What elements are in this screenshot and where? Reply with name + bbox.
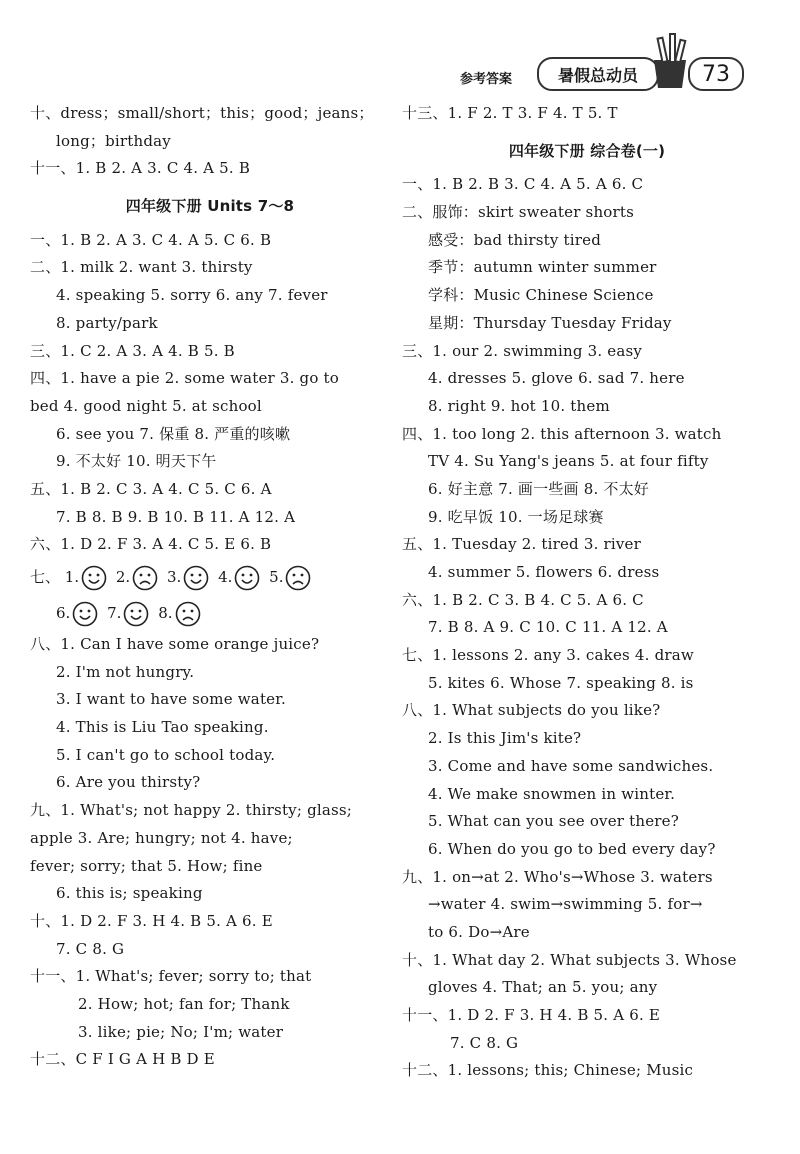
- happy-face-icon: [72, 601, 98, 627]
- sad-face-icon: [132, 565, 158, 591]
- answer-line: 十一、1. What's; fever; sorry to; that: [30, 967, 312, 986]
- answer-line: 9. 不太好 10. 明天下午: [56, 452, 217, 471]
- sad-face-icon: [175, 601, 201, 627]
- page-header: [0, 0, 800, 100]
- answer-line: 八、1. What subjects do you like?: [402, 701, 661, 720]
- answer-line: 十二、1. lessons; this; Chinese; Music: [402, 1061, 694, 1080]
- answer-line: 4. summer 5. flowers 6. dress: [428, 563, 660, 581]
- answer-line: 六、1. D 2. F 3. A 4. C 5. E 6. B: [30, 535, 272, 554]
- answer-line: 七、1. lessons 2. any 3. cakes 4. draw: [402, 646, 694, 665]
- answer-line: 4. speaking 5. sorry 6. any 7. fever: [56, 286, 328, 305]
- answer-line: 4. dresses 5. glove 6. sad 7. here: [428, 369, 685, 388]
- answer-line: 5. kites 6. Whose 7. speaking 8. is: [428, 673, 694, 692]
- answer-line: 6. Are you thirsty?: [56, 773, 201, 792]
- answer-line: 十、1. What day 2. What subjects 3. Whose: [402, 950, 737, 969]
- section-title: 四年级下册 综合卷(一): [508, 141, 666, 160]
- answer-line: 7. B 8. A 9. C 10. C 11. A 12. A: [428, 618, 668, 637]
- answer-line: 6. see you 7. 保重 8. 严重的咳嗽: [56, 424, 291, 443]
- answer-line: apple 3. Are; hungry; not 4. have;: [30, 828, 293, 847]
- smiley-item-number: 4.: [218, 568, 233, 586]
- answer-line: 十三、1. F 2. T 3. F 4. T 5. T: [402, 104, 618, 122]
- happy-face-icon: [123, 601, 149, 627]
- answer-line: gloves 4. That; an 5. you; any: [428, 978, 658, 997]
- answer-line: →water 4. swim→swimming 5. for→: [428, 895, 703, 914]
- answer-line: 学科：Music Chinese Science: [428, 286, 654, 305]
- answer-line: 十、dress；small/short；this；good；jeans；: [30, 104, 374, 122]
- answer-line: 6. When do you go to bed every day?: [428, 839, 716, 858]
- smiley-item-number: 2.: [115, 568, 131, 586]
- answer-line: TV 4. Su Yang's jeans 5. at four fifty: [428, 452, 709, 471]
- answer-line: 星期：Thursday Tuesday Friday: [428, 313, 672, 332]
- answer-line: 9. 吃早饭 10. 一场足球赛: [428, 507, 604, 526]
- answer-line: 2. How; hot; fan for; Thank: [78, 994, 290, 1013]
- answer-line: 十一、1. D 2. F 3. H 4. B 5. A 6. E: [402, 1006, 661, 1024]
- answer-line: fever; sorry; that 5. How; fine: [30, 856, 263, 875]
- answer-line: 十二、C F I G A H B D E: [30, 1050, 215, 1069]
- smiley-item-number: 5.: [269, 568, 284, 586]
- section-title: 四年级下册 Units 7～8: [125, 197, 295, 216]
- answer-line: 7. C 8. G: [56, 939, 125, 958]
- answer-line: 九、1. What's; not happy 2. thirsty; glass;: [30, 801, 353, 820]
- answer-line: 3. Come and have some sandwiches.: [428, 756, 714, 775]
- answer-line: 九、1. on→at 2. Who's→Whose 3. waters: [402, 867, 713, 886]
- answer-line: 3. like; pie; No; I'm; water: [78, 1022, 284, 1041]
- sad-face-icon: [285, 565, 311, 591]
- smiley-item-number: 8.: [158, 604, 173, 622]
- happy-face-icon: [234, 565, 260, 591]
- page-number: 73: [688, 57, 744, 91]
- answer-line: 一、1. B 2. B 3. C 4. A 5. A 6. C: [402, 175, 644, 194]
- happy-face-icon: [183, 565, 209, 591]
- answer-line: 4. This is Liu Tao speaking.: [56, 718, 269, 737]
- smiley-item-number: 1.: [64, 568, 80, 586]
- answer-line: 4. We make snowmen in winter.: [428, 784, 676, 803]
- answer-line: 2. Is this Jim's kite?: [428, 729, 582, 748]
- answer-line: 六、1. B 2. C 3. B 4. C 5. A 6. C: [402, 590, 644, 609]
- answer-line: 6. this is; speaking: [56, 884, 203, 903]
- answer-line: 五、1. B 2. C 3. A 4. C 5. C 6. A: [30, 479, 272, 498]
- happy-face-icon: [81, 565, 107, 591]
- smiley-row-1: [30, 559, 390, 595]
- right-column: [402, 100, 772, 1085]
- answer-line: 7. B 8. B 9. B 10. B 11. A 12. A: [56, 507, 296, 526]
- answer-line: 二、服饰：skirt sweater shorts: [402, 203, 635, 222]
- answer-line: 四、1. have a pie 2. some water 3. go to: [30, 369, 339, 388]
- answer-line: 3. I want to have some water.: [56, 690, 286, 709]
- smiley-item-number: 6.: [56, 604, 71, 622]
- smiley-item-number: 7.: [107, 604, 122, 622]
- answer-line: to 6. Do→Are: [428, 922, 530, 941]
- answer-line: 十一、1. B 2. A 3. C 4. A 5. B: [30, 159, 251, 178]
- answer-line: bed 4. good night 5. at school: [30, 396, 262, 415]
- header-banner: 暑假总动员: [537, 57, 659, 91]
- answer-line: 八、1. Can I have some orange juice?: [30, 635, 320, 653]
- answer-line: 二、1. milk 2. want 3. thirsty: [30, 258, 253, 277]
- answer-line: 四、1. too long 2. this afternoon 3. watch: [402, 424, 722, 443]
- answer-line: long；birthday: [56, 131, 171, 150]
- smiley-item-number: 3.: [166, 568, 182, 586]
- answer-line: 感受：bad thirsty tired: [428, 230, 602, 249]
- answer-line: 6. 好主意 7. 画一些画 8. 不太好: [428, 479, 649, 498]
- left-column: [30, 100, 390, 1074]
- answer-line: 三、1. our 2. swimming 3. easy: [402, 341, 643, 360]
- answer-line: 7. C 8. G: [450, 1033, 519, 1052]
- answer-line: 季节：autumn winter summer: [428, 258, 657, 277]
- answer-line: 8. right 9. hot 10. them: [428, 396, 610, 415]
- answer-line: 5. What can you see over there?: [428, 812, 679, 831]
- answer-line: 8. party/park: [56, 313, 158, 332]
- answer-line: 一、1. B 2. A 3. C 4. A 5. C 6. B: [30, 230, 272, 249]
- answer-line: 十、1. D 2. F 3. H 4. B 5. A 6. E: [30, 911, 273, 930]
- smiley-row-2: [30, 595, 390, 631]
- header-label: 参考答案: [460, 72, 513, 87]
- answer-line: 三、1. C 2. A 3. A 4. B 5. B: [30, 341, 235, 360]
- answer-line: 五、1. Tuesday 2. tired 3. river: [402, 535, 641, 554]
- answer-line: 2. I'm not hungry.: [56, 662, 195, 681]
- answer-line: 5. I can't go to school today.: [56, 745, 276, 764]
- item-prefix: 七、: [30, 568, 61, 586]
